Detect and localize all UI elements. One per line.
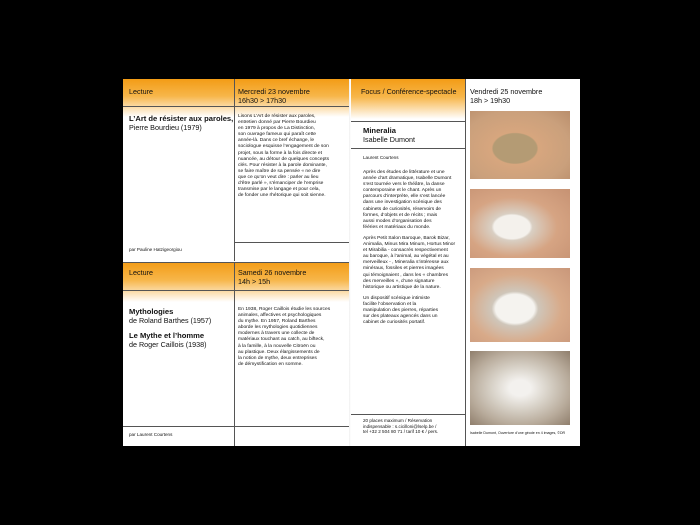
event-time: 14h > 15h [238, 277, 271, 286]
right-page [351, 79, 580, 446]
event-author: de Roger Caillois (1938) [129, 340, 207, 349]
header-gradient [123, 262, 349, 302]
header-gradient [351, 79, 466, 119]
header-rule [123, 290, 349, 291]
event-time: 18h > 19h30 [470, 96, 511, 105]
event-author: Pierre Bourdieu (1979) [129, 123, 202, 132]
left-page [123, 79, 349, 446]
event-title: Mineralia [363, 126, 396, 135]
event-description: Après des études de littérature et une année d’art dramatique, Isabelle Dumont s’est tournée vers le théâtre, la danse contemporaine et le chant. Après un parcours d’interprète, elle s’est lancée dans une investigation scénique des cabinets de curiosités, réservoirs de formes, d’objets et de récits ; mais aussi modes d’organisation des fééries et matériaux du monde. Après Petit Salon Baroque, Barok Bizar, Animalia, Minus Mira Minum, Hortus Minor et Mirabilia - consacrés respectivement au baroque, à l’animal, au végétal et au merveilleux - , Mineralia s’intéresse aux minéraux, fossiles et pierres imagées qui témoignaient , dans les « chambres des merveilles », d’une signature historique ou artistique de la nature. Un dispositif scénique intimiste facilite l’observation et la manipulation des pierres, réparties sur des plateaux agencés dans un cabinet de curiosités portatif. [363, 170, 456, 326]
credit-rule [351, 148, 466, 149]
geode-photo-3 [470, 268, 570, 342]
event-author: de Roland Barthes (1957) [129, 316, 212, 325]
event-description: En 1938, Roger Caillois étudie les sources animales, affectives et psychologiques du mythe. En 1957, Roland Barthes aborde les mythologies quotidiennes modernes à travers une collecte de matériaux touchant au catch, au bifteck, à la famille, à la nouvelle Citroën ou au plastique. Deux élargissements de la notion de mythe, deux entreprises de démystification en somme. [238, 307, 331, 367]
column-rule [465, 79, 466, 446]
event-time: 16h30 > 17h30 [238, 96, 287, 105]
footer-rule [351, 414, 466, 415]
category-label: Lecture [129, 87, 153, 96]
event-date: Samedi 26 novembre [238, 268, 307, 277]
section-rule [123, 262, 349, 263]
reservation-info: 20 places maximum / Réservation indispensable : s.cicilloni@lselp.be / tel +32 2 504 80 71 / tarif 10 € / pers. [363, 418, 439, 435]
credit-line: par Pauline Hatzigeorgiou [129, 247, 182, 252]
header-gradient [123, 79, 349, 117]
geode-photo-1 [470, 111, 570, 179]
category-label: Focus / Conférence-spectacle [361, 87, 457, 96]
photo-caption: Isabelle Dumont, Ouverture d’une géode en 4 images, ©DR [470, 431, 566, 435]
credit-line: Laurent Courtens [363, 155, 399, 160]
event-title: L’Art de résister aux paroles, [129, 114, 234, 123]
event-date: Mercredi 23 novembre [238, 87, 310, 96]
geode-photo-4 [470, 351, 570, 425]
header-rule [123, 106, 349, 107]
event-description: Lisons L’Art de résister aux paroles, entretien donné par Pierre Bourdieu en 1979 à propos de La Distinction, son ouvrage fameux qui paraît cette année-là. Dans ce bref échange, le sociologue esquisse l’engagement de son projet, sous la forme à la fois directe et nuancée, au détour de quelques concepts clés. Pour résister à la parole dominante, se faire maître de sa pensée « ne dire que ce qu’on veut dire : parler au lieu d’être parlé », s’émanciper de l’emprise transmise par le langage et pour cela, de fonder une rhétorique qui soit sienne. [238, 114, 330, 199]
event-title: Le Mythe et l’homme [129, 331, 205, 340]
credit-line: par Laurent Courtens [129, 432, 173, 437]
category-label: Lecture [129, 268, 153, 277]
event-title: Mythologies [129, 307, 174, 316]
credit-rule [234, 242, 349, 243]
event-author: Isabelle Dumont [363, 135, 415, 144]
header-rule [351, 121, 466, 122]
event-date: Vendredi 25 novembre [470, 87, 543, 96]
geode-photo-2 [470, 189, 570, 258]
credit-rule [123, 426, 349, 427]
